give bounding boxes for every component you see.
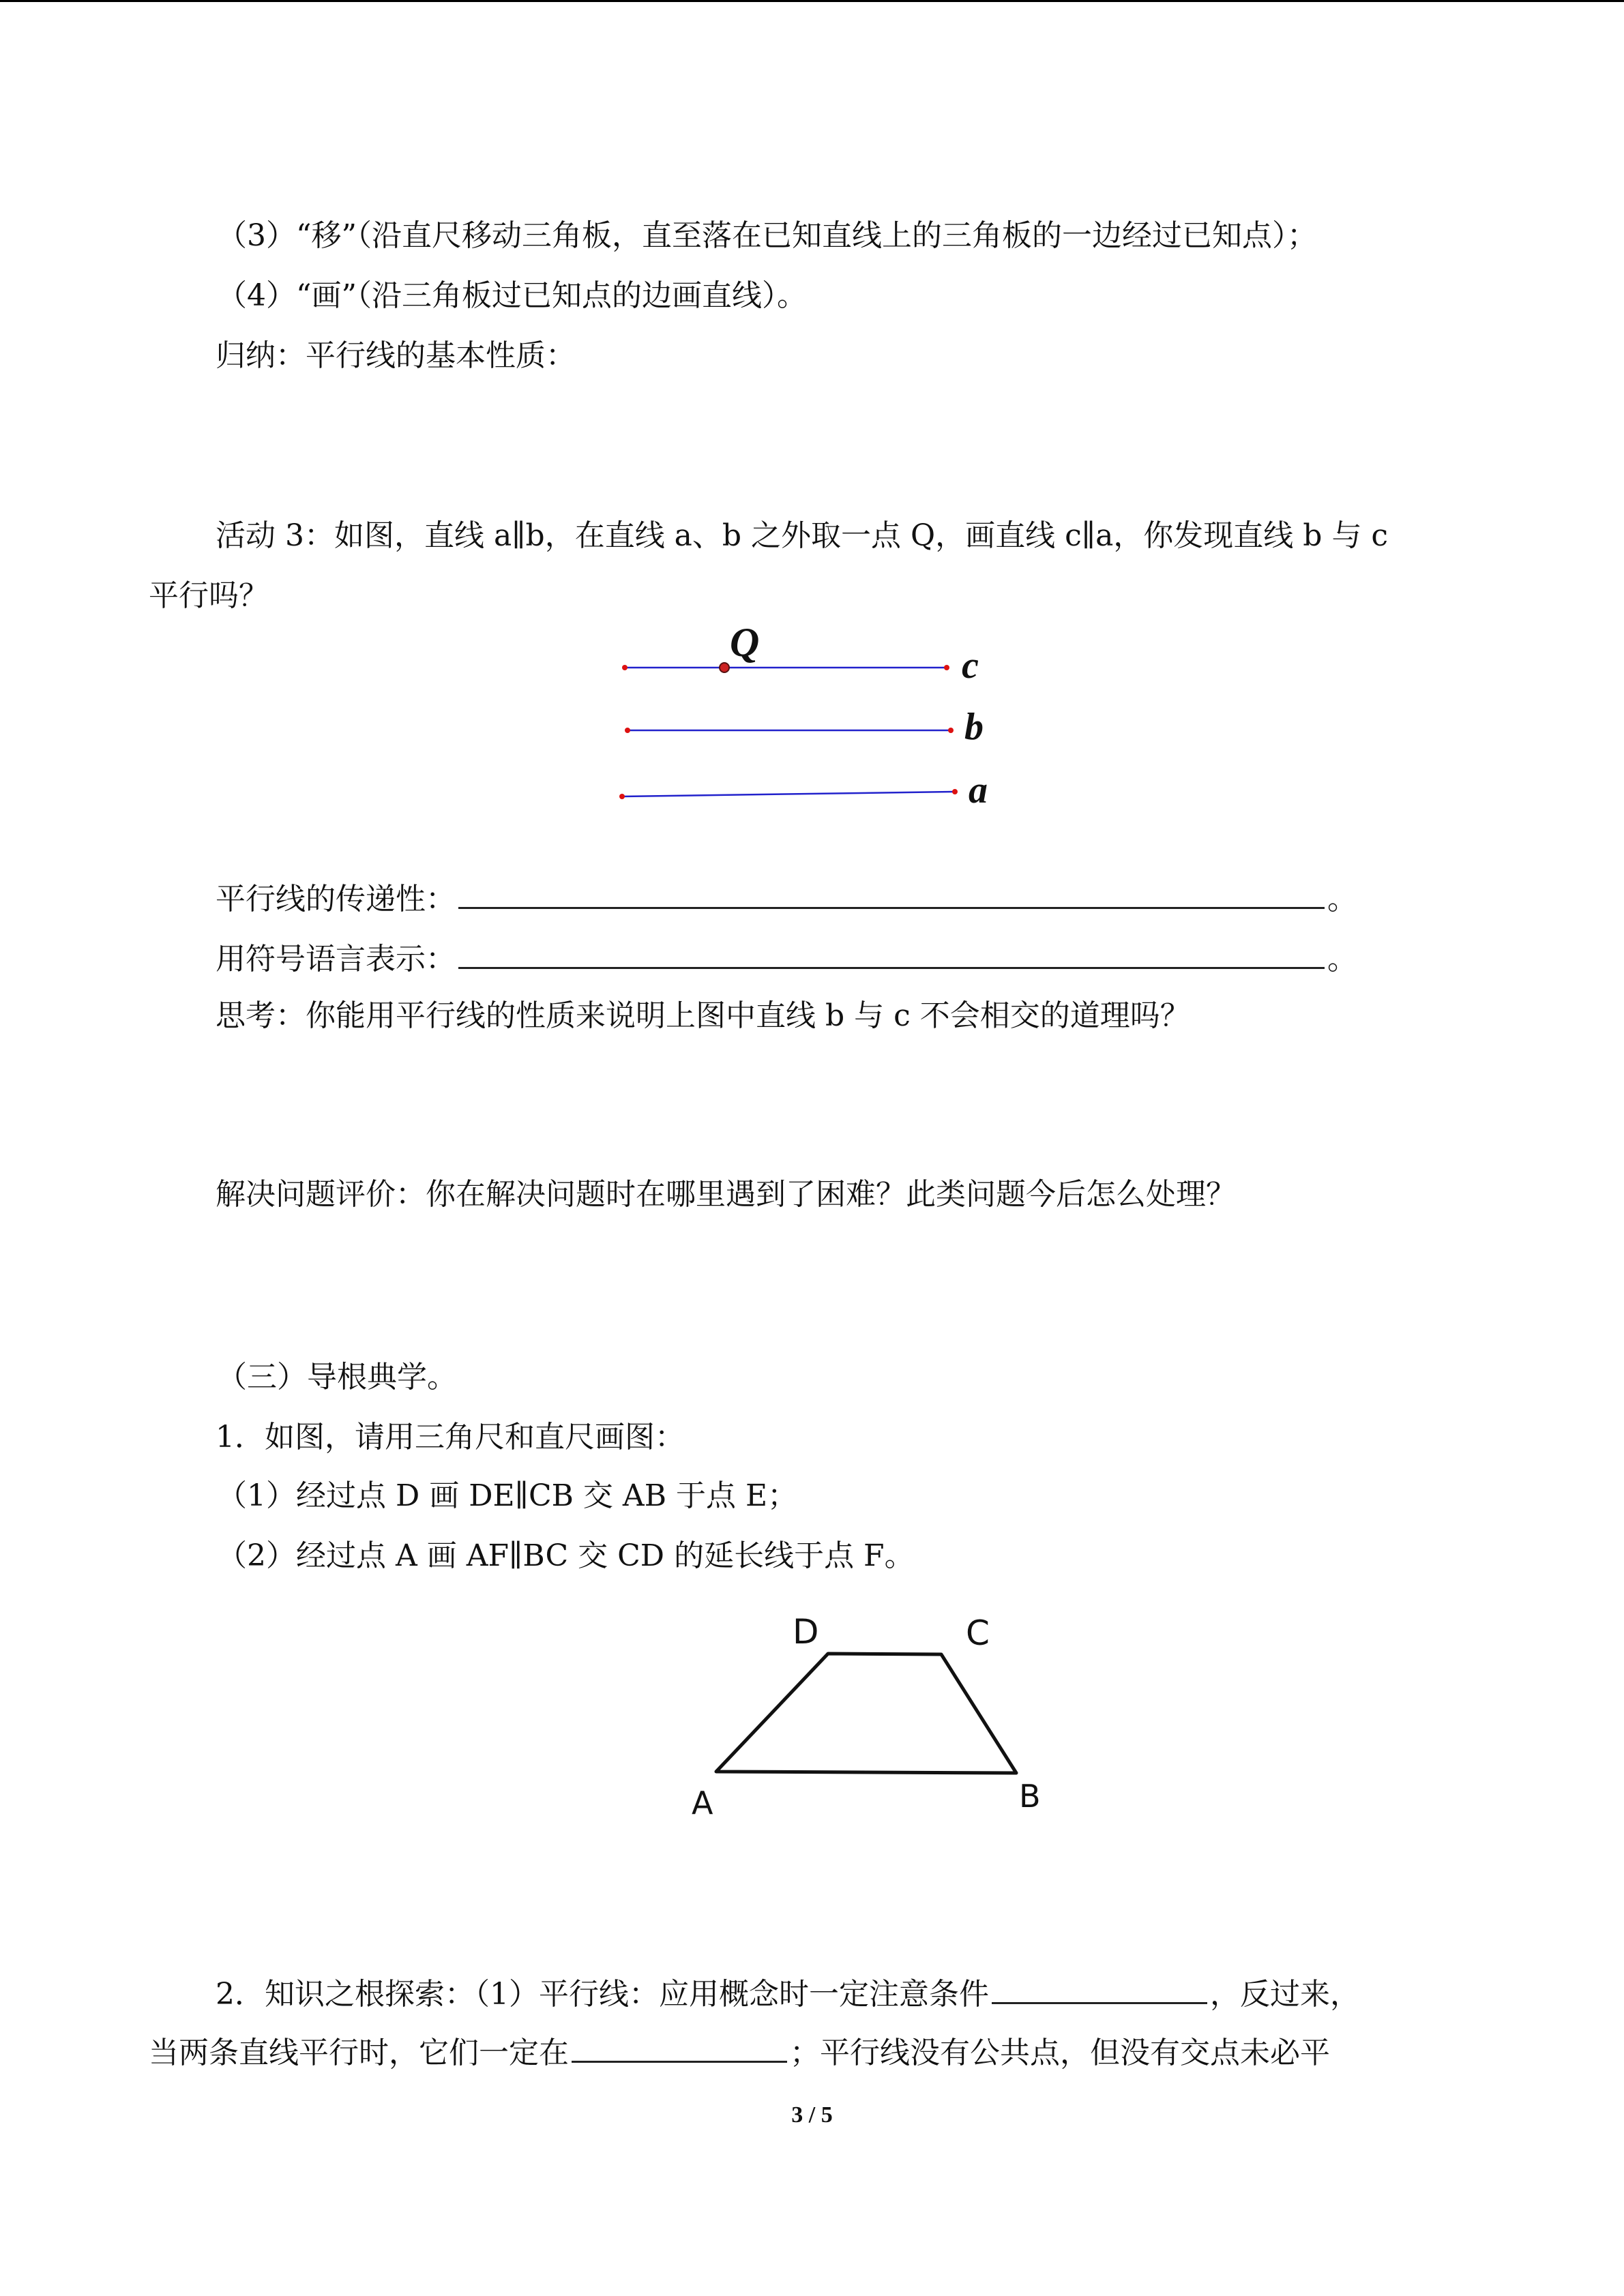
vertex-a-label: A <box>692 1785 713 1821</box>
question-2-line2 <box>149 2031 1330 2072</box>
label-b: b <box>964 706 984 748</box>
label-a: a <box>969 769 988 811</box>
endpoint <box>952 789 958 794</box>
section3-title: （三）导根典学。 <box>217 1360 457 1395</box>
page-number: 3 / 5 <box>791 2102 833 2128</box>
point-q <box>720 663 729 672</box>
question-1-part-1: （1）经过点 D 画 DE∥CB 交 AB 于点 E； <box>217 1478 798 1513</box>
transitivity-answer-blank[interactable] <box>458 877 1325 909</box>
symbolic-answer-blank[interactable] <box>458 937 1325 969</box>
transitivity-end: 。 <box>1327 882 1357 916</box>
endpoint <box>625 728 630 733</box>
vertex-b-label: B <box>1019 1778 1041 1815</box>
question-1: 1．如图，请用三角尺和直尺画图： <box>216 1420 685 1455</box>
symbolic-label: 用符号语言表示： <box>216 942 456 976</box>
question-2-text-4: ；平行线没有公共点，但没有交点未必平 <box>790 2036 1330 2070</box>
question-2-text-2: ，反过来， <box>1210 1977 1360 2012</box>
think-question: 思考：你能用平行线的性质来说明上图中直线 b 与 c 不会相交的道理吗？ <box>216 998 1190 1033</box>
vertex-d-label: D <box>793 1612 819 1652</box>
trapezoid-shape <box>716 1654 1016 1773</box>
symbolic-row <box>216 937 1357 978</box>
step-move: （3）“移”（沿直尺移动三角板，直至落在已知直线上的三角板的一边经过已知点）； <box>217 218 1317 253</box>
parallel-lines-figure <box>600 607 1037 825</box>
trapezoid-figure <box>682 1609 1064 1834</box>
question-2-text-1: 2．知识之根探索：（1）平行线：应用概念时一定注意条件 <box>216 1977 989 2012</box>
line-a <box>622 792 955 796</box>
step-draw: （4）“画”（沿三角板过已知点的边画直线）。 <box>217 278 807 313</box>
label-q: Q <box>730 620 760 665</box>
evaluation-question: 解决问题评价：你在解决问题时在哪里遇到了困难？此类问题今后怎么处理？ <box>216 1177 1236 1212</box>
endpoint <box>622 665 628 670</box>
summary-label: 归纳：平行线的基本性质： <box>216 338 576 373</box>
condition-blank[interactable] <box>992 1972 1207 2004</box>
question-2-text-3: 当两条直线平行时，它们一定在 <box>149 2036 569 2070</box>
vertex-c-label: C <box>966 1613 990 1653</box>
symbolic-end: 。 <box>1327 942 1357 976</box>
activity3-line1: 活动 3：如图，直线 a∥b，在直线 a、b 之外取一点 Q，画直线 c∥a，你发现直线 b 与 c <box>216 518 1389 553</box>
activity3-line2: 平行吗？ <box>149 578 269 613</box>
endpoint <box>944 665 949 670</box>
endpoint <box>948 728 954 733</box>
transitivity-row <box>216 877 1357 918</box>
label-c: c <box>962 644 979 687</box>
transitivity-label: 平行线的传递性： <box>216 882 456 916</box>
top-border <box>0 0 1624 2</box>
endpoint <box>619 794 625 799</box>
question-1-part-2: （2）经过点 A 画 AF∥BC 交 CD 的延长线于点 F。 <box>217 1538 915 1573</box>
question-2-line1 <box>216 1972 1360 2013</box>
plane-blank[interactable] <box>572 2031 787 2063</box>
